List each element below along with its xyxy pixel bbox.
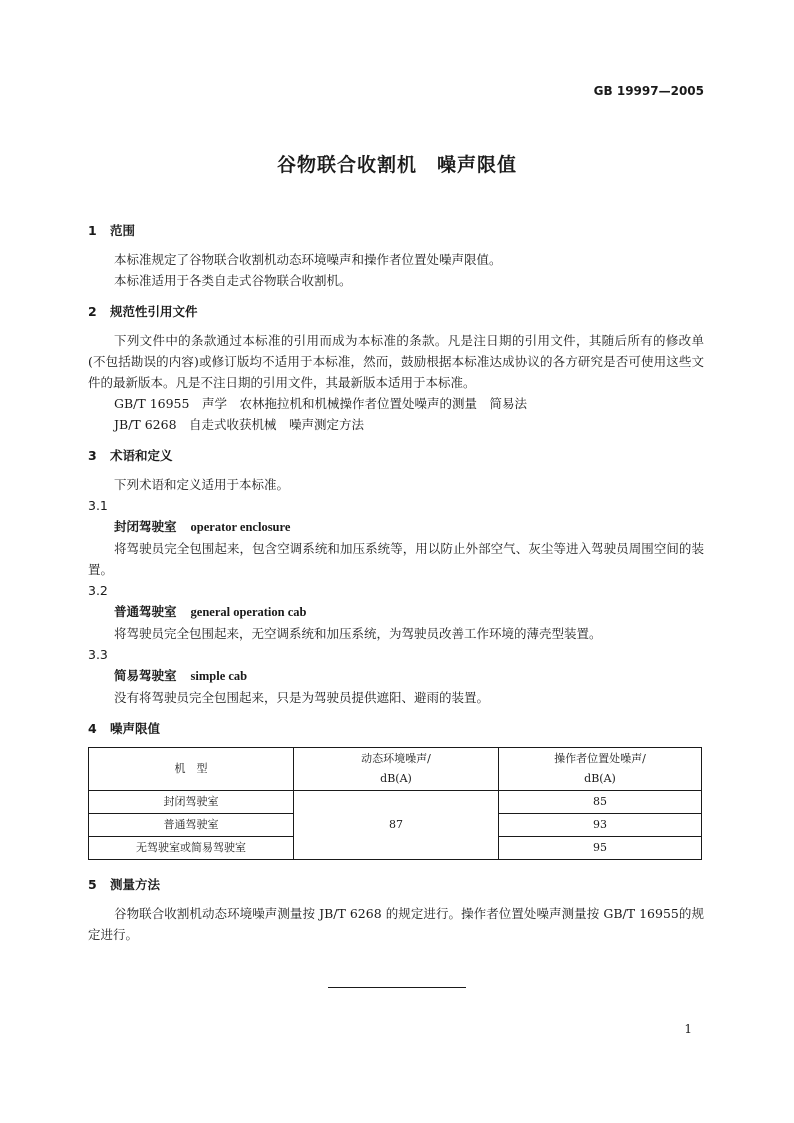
term-number: 3.1: [88, 498, 108, 513]
cell-operator-noise: 93: [499, 814, 702, 837]
document-body: [88, 214, 704, 945]
section-title: 测量方法: [110, 877, 161, 892]
term-zh: 简易驾驶室: [114, 668, 177, 683]
term-zh: 普通驾驶室: [114, 604, 177, 619]
term-definition: 将驾驶员完全包围起来，无空调系统和加压系统，为驾驶员改善工作环境的薄壳型装置。: [114, 626, 602, 641]
scope-paragraph-2: 本标准适用于各类自走式谷物联合收割机。: [114, 273, 352, 288]
page-number: 1: [684, 1022, 692, 1036]
cell-operator-noise: 85: [499, 791, 702, 814]
cell-operator-noise: 95: [499, 837, 702, 860]
scope-paragraph-1: 本标准规定了谷物联合收割机动态环境噪声和操作者位置处噪声限值。: [114, 252, 502, 267]
term-title: [88, 665, 704, 687]
reference-gbt16955: GB/T 16955 声学 农林拖拉机和机械操作者位置处噪声的测量 简易法: [114, 396, 527, 411]
cell-model: 无驾驶室或简易驾驶室: [89, 837, 294, 860]
terms-intro: 下列术语和定义适用于本标准。: [114, 477, 290, 492]
term-definition: 没有将驾驶员完全包围起来，只是为驾驶员提供遮阳、避雨的装置。: [114, 690, 490, 705]
section-3-heading: [88, 445, 704, 466]
section-number: 4: [88, 721, 97, 736]
cell-model: 封闭驾驶室: [89, 791, 294, 814]
standard-code: GB 19997—2005: [593, 84, 704, 98]
section-title: 术语和定义: [110, 448, 173, 463]
section-number: 3: [88, 448, 97, 463]
header-operator-noise: 操作者位置处噪声/ dB(A): [499, 748, 702, 791]
term-definition: 将驾驶员完全包围起来，包含空调系统和加压系统等，用以防止外部空气、灰尘等进入驾驶员周围空间的装置。: [88, 541, 704, 577]
references-paragraph: 下列文件中的条款通过本标准的引用而成为本标准的条款。凡是注日期的引用文件，其随后所有的修改单(不包括勘误的内容)或修订版均不适用于本标准，然而，鼓励根据本标准达成协议的各方研究是否可使用这些文件的最新版本。凡是不注日期的引用文件，其最新版本适用于本标准。: [88, 333, 704, 390]
section-number: 1: [88, 223, 97, 238]
term-title: [88, 516, 704, 538]
section-number: 2: [88, 304, 97, 319]
section-4-heading: [88, 718, 704, 739]
table-header-row: [89, 748, 702, 791]
cell-model: 普通驾驶室: [89, 814, 294, 837]
section-1-heading: [88, 220, 704, 241]
term-number: 3.2: [88, 583, 108, 598]
measurement-paragraph: 谷物联合收割机动态环境噪声测量按 JB/T 6268 的规定进行。操作者位置处噪声测量按 GB/T 16955的规定进行。: [88, 906, 704, 942]
section-title: 范围: [110, 223, 136, 238]
term-en: simple cab: [190, 669, 248, 683]
header-model: 机 型: [89, 748, 294, 791]
reference-jbt6268: JB/T 6268 自走式收获机械 噪声测定方法: [114, 417, 365, 432]
term-number: 3.3: [88, 647, 108, 662]
header-dynamic-noise: 动态环境噪声/ dB(A): [294, 748, 499, 791]
noise-limits-table: [88, 747, 702, 860]
section-5-heading: [88, 874, 704, 895]
end-rule: [328, 987, 466, 988]
section-number: 5: [88, 877, 97, 892]
section-2-heading: [88, 301, 704, 322]
term-en: operator enclosure: [190, 520, 291, 534]
table-row: [89, 791, 702, 814]
section-title: 规范性引用文件: [110, 304, 198, 319]
term-zh: 封闭驾驶室: [114, 519, 177, 534]
term-title: [88, 601, 704, 623]
document-title: 谷物联合收割机 噪声限值: [276, 154, 517, 176]
term-en: general operation cab: [190, 605, 307, 619]
cell-dynamic-noise: 87: [294, 791, 499, 860]
section-title: 噪声限值: [110, 721, 161, 736]
